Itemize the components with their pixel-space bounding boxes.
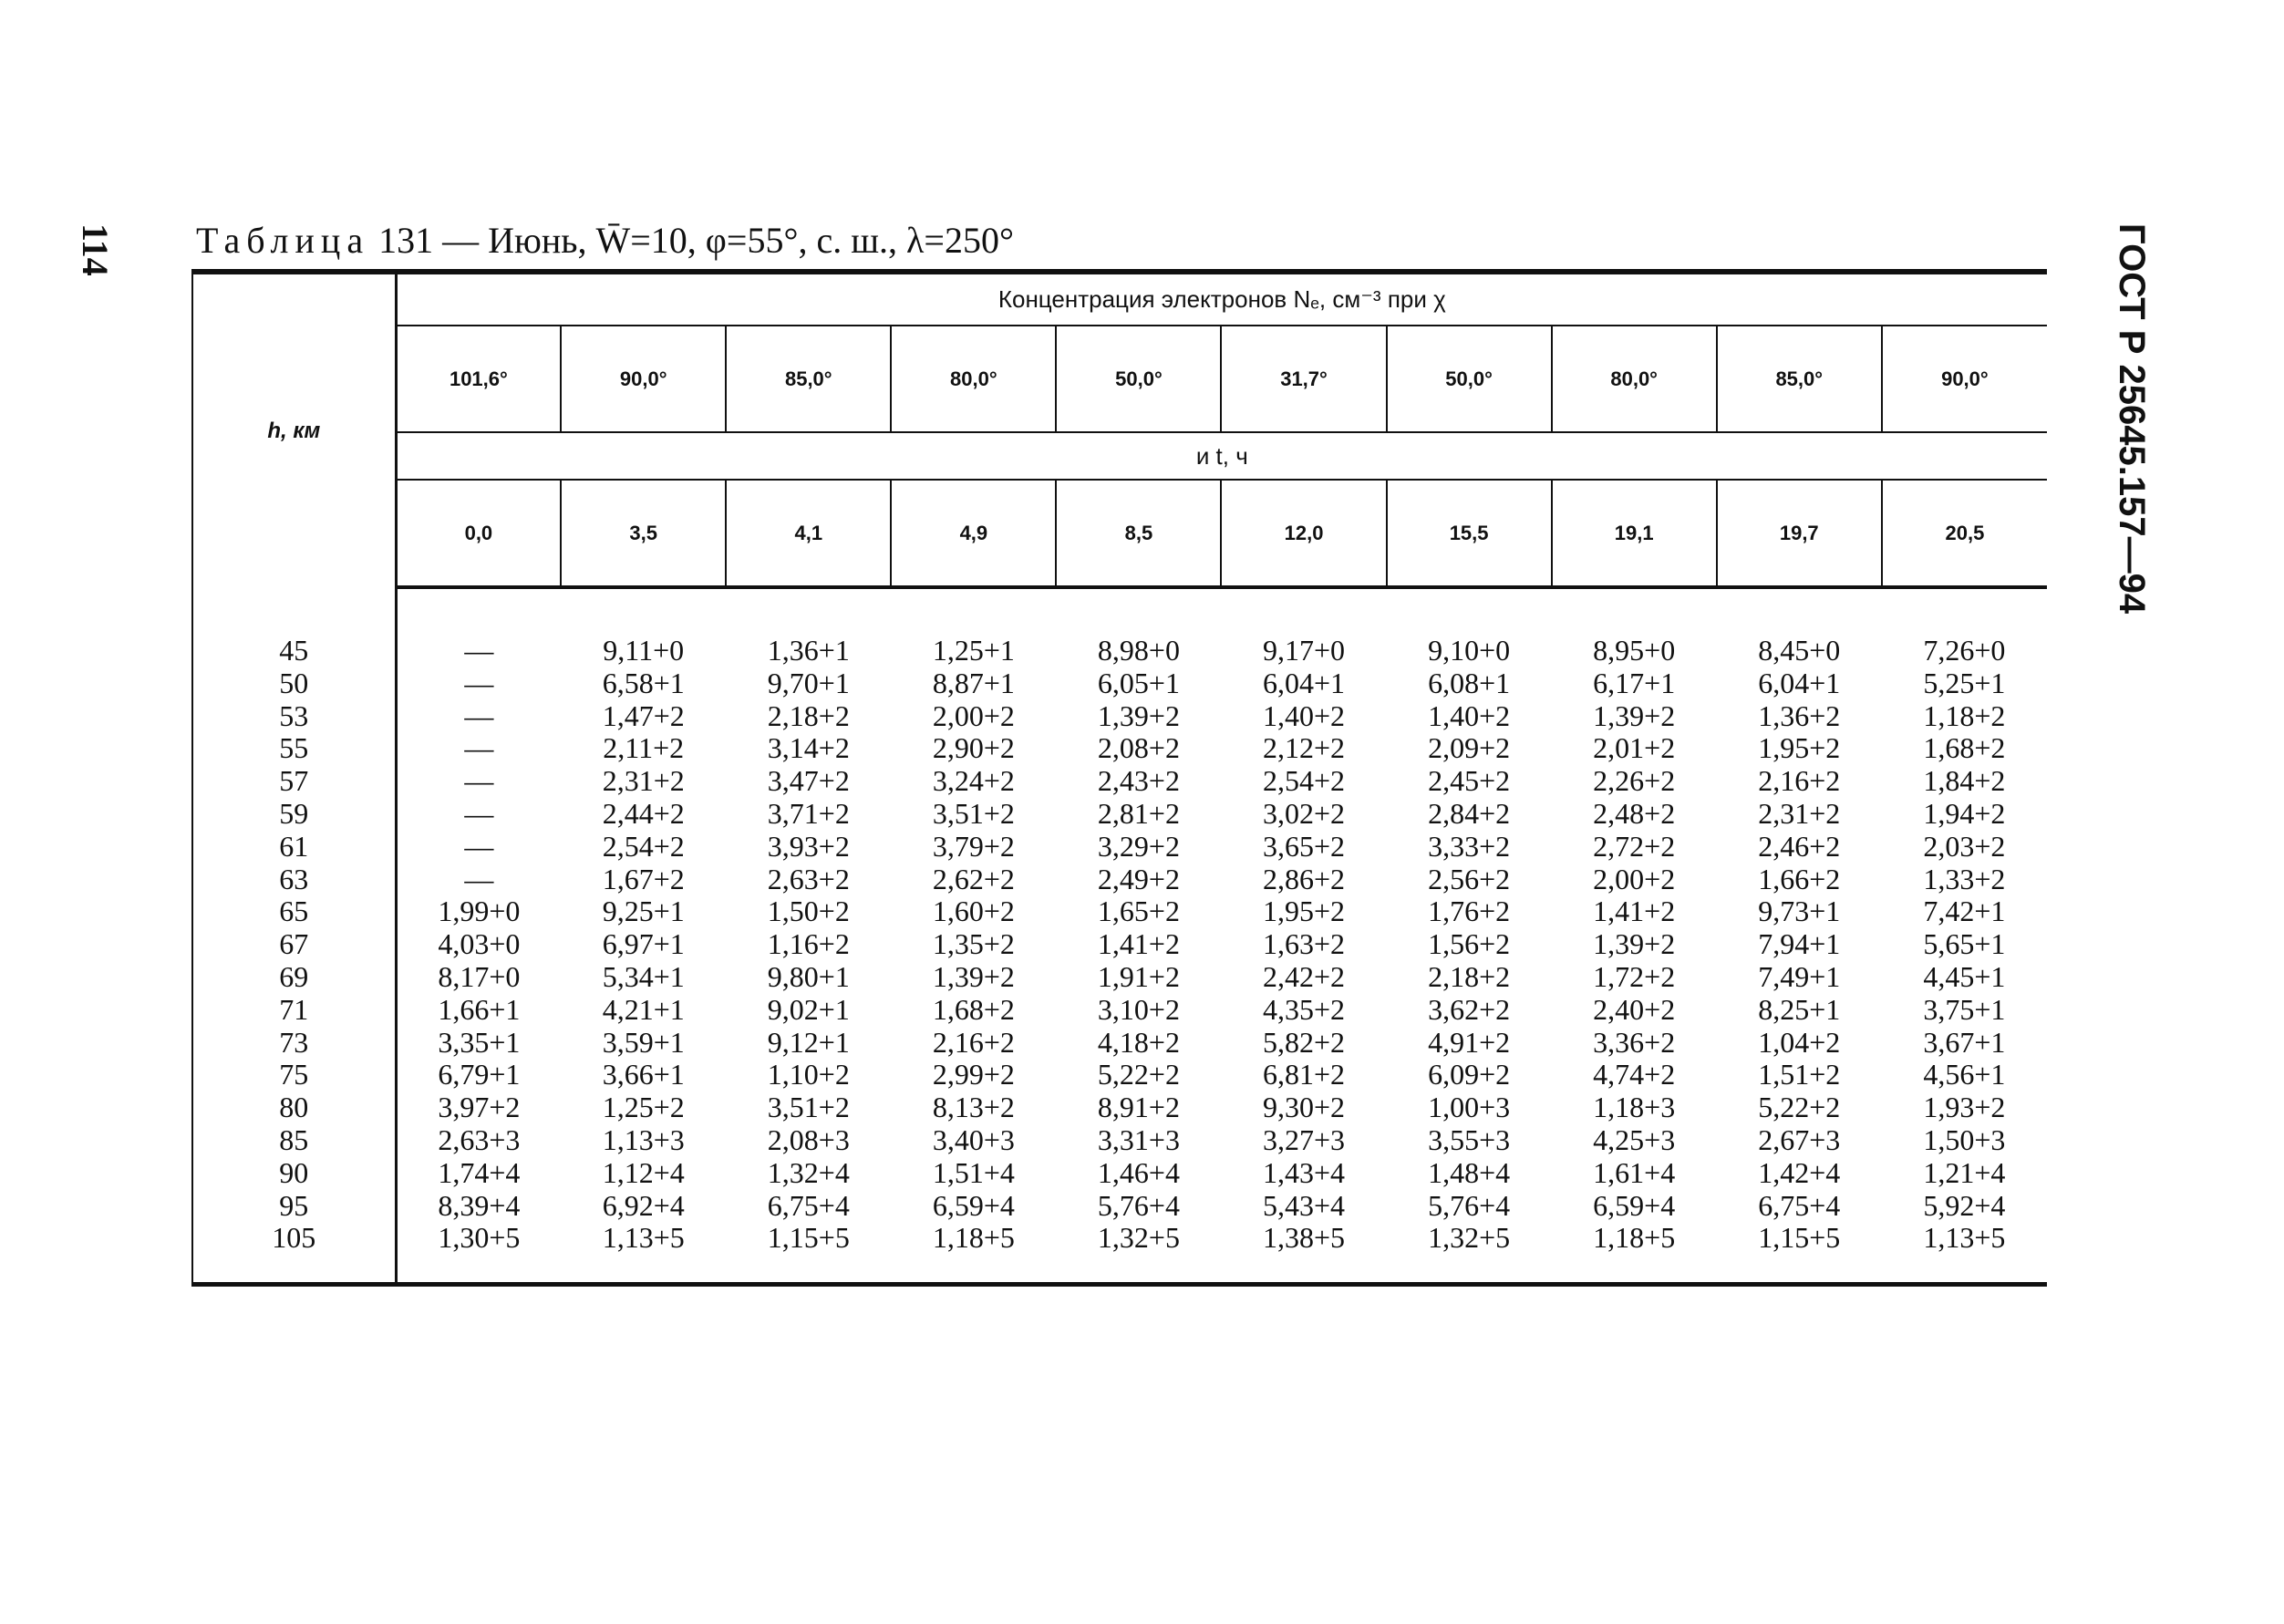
value-cell: 1,39+2	[1593, 698, 1676, 732]
value-cell: 2,40+2	[1593, 992, 1676, 1026]
value-cell: 3,66+1	[602, 1058, 685, 1091]
value-cell: 5,34+1	[602, 959, 685, 993]
table-row	[192, 928, 2047, 961]
value-cell: 2,45+2	[1428, 764, 1511, 798]
value-cell: 2,56+2	[1428, 862, 1511, 895]
value-cell: 6,59+4	[932, 1188, 1015, 1222]
height-cell: 95	[192, 1190, 396, 1223]
value-cell: 7,26+0	[1923, 634, 2006, 667]
value-cell: 1,66+2	[1758, 862, 1841, 895]
spacer-cell	[726, 1255, 891, 1285]
table-row	[192, 895, 2047, 928]
value-cell: 9,10+0	[1428, 634, 1511, 667]
value-cell: 1,10+2	[767, 1058, 850, 1091]
spacer-cell	[726, 587, 891, 635]
value-cell: 1,76+2	[1428, 895, 1511, 928]
value-cell: 3,65+2	[1263, 829, 1346, 863]
table-row	[192, 994, 2047, 1027]
spacer-cell	[1221, 1255, 1386, 1285]
value-cell: 1,56+2	[1428, 927, 1511, 961]
value-cell: 2,44+2	[602, 796, 685, 830]
value-cell: 9,25+1	[602, 895, 685, 928]
value-cell: —	[464, 764, 494, 798]
value-cell: 2,01+2	[1593, 731, 1676, 765]
value-cell: 1,15+5	[767, 1221, 850, 1255]
value-cell: 8,13+2	[932, 1091, 1015, 1124]
value-cell: 1,43+4	[1263, 1155, 1346, 1189]
value-cell: 3,75+1	[1923, 992, 2006, 1026]
value-cell: 1,18+2	[1923, 698, 2006, 732]
value-cell: 2,48+2	[1593, 796, 1676, 830]
value-cell: 4,03+0	[438, 927, 521, 961]
value-cell: 1,42+4	[1758, 1155, 1841, 1189]
value-cell: 2,00+2	[932, 698, 1015, 732]
value-cell: 3,10+2	[1097, 992, 1180, 1026]
value-cell: 3,51+2	[767, 1091, 850, 1124]
value-cell: 6,59+4	[1593, 1188, 1676, 1222]
height-cell: 55	[192, 732, 396, 765]
value-cell: 5,82+2	[1263, 1025, 1346, 1059]
value-cell: 1,39+2	[1097, 698, 1180, 732]
value-cell: 1,32+5	[1428, 1221, 1511, 1255]
time-header-cell: 3,5	[561, 480, 726, 587]
value-cell: 1,35+2	[932, 927, 1015, 961]
value-cell: 1,41+2	[1593, 895, 1676, 928]
value-cell: 8,25+1	[1758, 992, 1841, 1026]
spacer-cell	[192, 1255, 396, 1285]
value-cell: 3,14+2	[767, 731, 850, 765]
height-column-header: h, км	[192, 272, 396, 587]
value-cell: —	[464, 829, 494, 863]
value-cell: 4,91+2	[1428, 1025, 1511, 1059]
value-cell: 4,35+2	[1263, 992, 1346, 1026]
value-cell: 3,02+2	[1263, 796, 1346, 830]
value-cell: 3,24+2	[932, 764, 1015, 798]
value-cell: 2,54+2	[1263, 764, 1346, 798]
value-cell: 3,93+2	[767, 829, 850, 863]
value-cell: 3,51+2	[932, 796, 1015, 830]
value-cell: 1,25+2	[602, 1091, 685, 1124]
value-cell: 3,40+3	[932, 1122, 1015, 1156]
height-cell: 63	[192, 864, 396, 896]
value-cell: 2,18+2	[767, 698, 850, 732]
chi-header-cell: 85,0°	[726, 326, 891, 432]
value-cell: —	[464, 634, 494, 667]
spacer-cell	[561, 587, 726, 635]
value-cell: 1,21+4	[1923, 1155, 2006, 1189]
value-cell: 5,22+2	[1758, 1091, 1841, 1124]
value-cell: 1,50+2	[767, 895, 850, 928]
value-cell: 1,18+5	[932, 1221, 1015, 1255]
height-cell: 69	[192, 961, 396, 994]
value-cell: 2,26+2	[1593, 764, 1676, 798]
value-cell: 1,40+2	[1428, 698, 1511, 732]
table-caption	[196, 219, 1014, 262]
spacer-cell	[396, 587, 561, 635]
value-cell: 1,33+2	[1923, 862, 2006, 895]
spacer-cell	[561, 1255, 726, 1285]
height-cell: 53	[192, 700, 396, 733]
height-cell: 73	[192, 1027, 396, 1060]
value-cell: 1,51+2	[1758, 1058, 1841, 1091]
value-cell: 9,70+1	[767, 666, 850, 699]
value-cell: 2,63+2	[767, 862, 850, 895]
chi-header-cell: 80,0°	[1552, 326, 1717, 432]
height-cell: 71	[192, 994, 396, 1027]
value-cell: 7,94+1	[1758, 927, 1841, 961]
spacer-cell	[1717, 587, 1882, 635]
value-cell: 1,39+2	[932, 959, 1015, 993]
time-header-cell: 20,5	[1882, 480, 2047, 587]
value-cell: 1,15+5	[1758, 1221, 1841, 1255]
chi-header-cell: 31,7°	[1221, 326, 1386, 432]
spacer-cell	[1056, 1255, 1221, 1285]
chi-header-cell: 85,0°	[1717, 326, 1882, 432]
value-cell: 6,04+1	[1263, 666, 1346, 699]
value-cell: 2,84+2	[1428, 796, 1511, 830]
table-spacer-row	[192, 587, 2047, 635]
value-cell: 3,59+1	[602, 1025, 685, 1059]
spacer-cell	[1882, 587, 2047, 635]
value-cell: 1,00+3	[1428, 1091, 1511, 1124]
value-cell: 1,13+5	[602, 1221, 685, 1255]
value-cell: 6,04+1	[1758, 666, 1841, 699]
document-code: ГОСТ Р 25645.157—94	[2112, 223, 2152, 615]
value-cell: 5,76+4	[1097, 1188, 1180, 1222]
value-cell: 3,67+1	[1923, 1025, 2006, 1059]
chi-header-cell: 50,0°	[1387, 326, 1552, 432]
value-cell: 8,91+2	[1097, 1091, 1180, 1124]
value-cell: 3,27+3	[1263, 1122, 1346, 1156]
spacer-cell	[1552, 587, 1717, 635]
spacer-cell	[1552, 1255, 1717, 1285]
value-cell: 1,40+2	[1263, 698, 1346, 732]
value-cell: 2,08+3	[767, 1122, 850, 1156]
value-cell: —	[464, 666, 494, 699]
value-cell: 1,65+2	[1097, 895, 1180, 928]
table-row	[192, 765, 2047, 798]
value-cell: 5,65+1	[1923, 927, 2006, 961]
time-group-header: и t, ч	[396, 432, 2047, 480]
value-cell: 2,49+2	[1097, 862, 1180, 895]
time-header-cell: 19,1	[1552, 480, 1717, 587]
value-cell: 6,58+1	[602, 666, 685, 699]
data-table-container	[191, 269, 2047, 1287]
value-cell: 9,73+1	[1758, 895, 1841, 928]
value-cell: 1,32+4	[767, 1155, 850, 1189]
chi-header-cell: 90,0°	[1882, 326, 2047, 432]
height-cell: 65	[192, 895, 396, 928]
value-cell: 3,62+2	[1428, 992, 1511, 1026]
value-cell: 1,16+2	[767, 927, 850, 961]
spacer-cell	[192, 587, 396, 635]
value-cell: 8,45+0	[1758, 634, 1841, 667]
value-cell: 1,12+4	[602, 1155, 685, 1189]
value-cell: 2,11+2	[603, 731, 685, 765]
time-header-cell: 0,0	[396, 480, 561, 587]
value-cell: 1,50+3	[1923, 1122, 2006, 1156]
value-cell: 6,08+1	[1428, 666, 1511, 699]
value-cell: 2,54+2	[602, 829, 685, 863]
value-cell: 1,95+2	[1758, 731, 1841, 765]
value-cell: 1,67+2	[602, 862, 685, 895]
value-cell: 1,41+2	[1097, 927, 1180, 961]
value-cell: 9,11+0	[603, 634, 685, 667]
table-row	[192, 667, 2047, 700]
value-cell: 1,66+1	[438, 992, 521, 1026]
spacer-cell	[396, 1255, 561, 1285]
value-cell: 3,47+2	[767, 764, 850, 798]
value-cell: 1,18+3	[1593, 1091, 1676, 1124]
table-row	[192, 1091, 2047, 1124]
value-cell: 1,48+4	[1428, 1155, 1511, 1189]
spacer-cell	[1387, 587, 1552, 635]
value-cell: 5,76+4	[1428, 1188, 1511, 1222]
table-row	[192, 700, 2047, 733]
value-cell: 1,46+4	[1097, 1155, 1180, 1189]
value-cell: 6,92+4	[602, 1188, 685, 1222]
spacer-cell	[1387, 1255, 1552, 1285]
value-cell: 4,21+1	[602, 992, 685, 1026]
value-cell: 3,35+1	[438, 1025, 521, 1059]
value-cell: 2,18+2	[1428, 959, 1511, 993]
value-cell: 1,30+5	[438, 1221, 521, 1255]
spacer-cell	[891, 1255, 1056, 1285]
value-cell: 1,32+5	[1097, 1221, 1180, 1255]
height-cell: 45	[192, 635, 396, 667]
value-cell: 2,62+2	[932, 862, 1015, 895]
height-cell: 75	[192, 1059, 396, 1091]
height-cell: 61	[192, 831, 396, 864]
value-cell: 3,36+2	[1593, 1025, 1676, 1059]
value-cell: 1,91+2	[1097, 959, 1180, 993]
value-cell: 6,79+1	[438, 1058, 521, 1091]
value-cell: 2,72+2	[1593, 829, 1676, 863]
value-cell: 8,39+4	[438, 1188, 521, 1222]
value-cell: 2,42+2	[1263, 959, 1346, 993]
value-cell: 1,13+5	[1923, 1221, 2006, 1255]
value-cell: 5,25+1	[1923, 666, 2006, 699]
value-cell: 2,86+2	[1263, 862, 1346, 895]
spacer-cell	[891, 587, 1056, 635]
spacer-cell	[1882, 1255, 2047, 1285]
time-header-cell: 8,5	[1056, 480, 1221, 587]
chi-header-cell: 90,0°	[561, 326, 726, 432]
spacer-cell	[1056, 587, 1221, 635]
table-row	[192, 1059, 2047, 1091]
table-row	[192, 1222, 2047, 1255]
height-cell: 105	[192, 1222, 396, 1255]
value-cell: 1,13+3	[602, 1122, 685, 1156]
value-cell: 6,81+2	[1263, 1058, 1346, 1091]
value-cell: 2,46+2	[1758, 829, 1841, 863]
value-cell: —	[464, 731, 494, 765]
value-cell: 7,42+1	[1923, 895, 2006, 928]
value-cell: 1,60+2	[932, 895, 1015, 928]
value-cell: 1,38+5	[1263, 1221, 1346, 1255]
height-cell: 85	[192, 1124, 396, 1157]
value-cell: 2,63+3	[438, 1122, 521, 1156]
value-cell: 1,39+2	[1593, 927, 1676, 961]
value-cell: 9,17+0	[1263, 634, 1346, 667]
value-cell: 9,80+1	[767, 959, 850, 993]
value-cell: 1,84+2	[1923, 764, 2006, 798]
spacer-cell	[1717, 1255, 1882, 1285]
value-cell: 4,18+2	[1097, 1025, 1180, 1059]
value-cell: 2,16+2	[932, 1025, 1015, 1059]
value-cell: 3,79+2	[932, 829, 1015, 863]
table-row	[192, 961, 2047, 994]
value-cell: 8,17+0	[438, 959, 521, 993]
value-cell: 2,08+2	[1097, 731, 1180, 765]
value-cell: 2,81+2	[1097, 796, 1180, 830]
value-cell: 6,17+1	[1593, 666, 1676, 699]
chi-header-cell: 50,0°	[1056, 326, 1221, 432]
value-cell: 1,47+2	[602, 698, 685, 732]
value-cell: 2,67+3	[1758, 1122, 1841, 1156]
value-cell: 1,72+2	[1593, 959, 1676, 993]
value-cell: 4,56+1	[1923, 1058, 2006, 1091]
value-cell: 3,71+2	[767, 796, 850, 830]
value-cell: 2,00+2	[1593, 862, 1676, 895]
value-cell: 1,18+5	[1593, 1221, 1676, 1255]
value-cell: 1,95+2	[1263, 895, 1346, 928]
value-cell: 8,95+0	[1593, 634, 1676, 667]
value-cell: 1,36+2	[1758, 698, 1841, 732]
value-cell: 1,63+2	[1263, 927, 1346, 961]
table-row	[192, 1027, 2047, 1060]
value-cell: 2,12+2	[1263, 731, 1346, 765]
height-cell: 50	[192, 667, 396, 700]
value-cell: 5,43+4	[1263, 1188, 1346, 1222]
value-cell: 9,12+1	[767, 1025, 850, 1059]
height-cell: 80	[192, 1091, 396, 1124]
value-cell: 5,22+2	[1097, 1058, 1180, 1091]
value-cell: 1,74+4	[438, 1155, 521, 1189]
value-cell: 9,02+1	[767, 992, 850, 1026]
chi-header-cell: 101,6°	[396, 326, 561, 432]
table-row	[192, 831, 2047, 864]
value-cell: 1,61+4	[1593, 1155, 1676, 1189]
value-cell: 2,31+2	[1758, 796, 1841, 830]
time-header-cell: 19,7	[1717, 480, 1882, 587]
value-cell: 3,97+2	[438, 1091, 521, 1124]
value-cell: 2,31+2	[602, 764, 685, 798]
height-cell: 57	[192, 765, 396, 798]
spacer-cell	[1221, 587, 1386, 635]
caption-text: 131 — Июнь, W̄=10, φ=55°, с. ш., λ=250°	[378, 220, 1014, 261]
value-cell: 1,99+0	[438, 895, 521, 928]
value-cell: 2,09+2	[1428, 731, 1511, 765]
value-cell: 1,04+2	[1758, 1025, 1841, 1059]
table-row	[192, 1124, 2047, 1157]
value-cell: —	[464, 698, 494, 732]
electron-concentration-table	[191, 269, 2047, 1287]
value-cell: 7,49+1	[1758, 959, 1841, 993]
chi-header-cell: 80,0°	[891, 326, 1056, 432]
value-cell: 6,75+4	[767, 1188, 850, 1222]
table-row	[192, 635, 2047, 667]
value-cell: 4,74+2	[1593, 1058, 1676, 1091]
value-cell: 2,03+2	[1923, 829, 2006, 863]
value-cell: 8,98+0	[1097, 634, 1180, 667]
value-cell: 2,16+2	[1758, 764, 1841, 798]
value-cell: 1,68+2	[932, 992, 1015, 1026]
value-cell: 4,25+3	[1593, 1122, 1676, 1156]
value-cell: 2,99+2	[932, 1058, 1015, 1091]
time-header-row	[192, 480, 2047, 587]
value-cell: 3,55+3	[1428, 1122, 1511, 1156]
group-header: Концентрация электронов Nₑ, см⁻³ при χ	[396, 272, 2047, 326]
time-header-cell: 4,1	[726, 480, 891, 587]
time-header-cell: 15,5	[1387, 480, 1552, 587]
value-cell: 5,92+4	[1923, 1188, 2006, 1222]
value-cell: 6,75+4	[1758, 1188, 1841, 1222]
table-bottom-row	[192, 1255, 2047, 1285]
table-row	[192, 1157, 2047, 1190]
value-cell: 1,36+1	[767, 634, 850, 667]
table-row	[192, 864, 2047, 896]
height-cell: 90	[192, 1157, 396, 1190]
value-cell: 9,30+2	[1263, 1091, 1346, 1124]
value-cell: 3,31+3	[1097, 1122, 1180, 1156]
value-cell: 1,94+2	[1923, 796, 2006, 830]
value-cell: 2,43+2	[1097, 764, 1180, 798]
value-cell: 3,33+2	[1428, 829, 1511, 863]
time-header-cell: 4,9	[891, 480, 1056, 587]
value-cell: —	[464, 796, 494, 830]
time-header-cell: 12,0	[1221, 480, 1386, 587]
table-row	[192, 798, 2047, 831]
height-cell: 67	[192, 928, 396, 961]
value-cell: 8,87+1	[932, 666, 1015, 699]
value-cell: —	[464, 862, 494, 895]
value-cell: 3,29+2	[1097, 829, 1180, 863]
value-cell: 6,05+1	[1097, 666, 1180, 699]
chi-header-row	[192, 326, 2047, 432]
value-cell: 1,93+2	[1923, 1091, 2006, 1124]
value-cell: 1,51+4	[932, 1155, 1015, 1189]
caption-label: Таблица	[196, 220, 370, 261]
table-row	[192, 732, 2047, 765]
value-cell: 4,45+1	[1923, 959, 2006, 993]
value-cell: 1,68+2	[1923, 731, 2006, 765]
value-cell: 2,90+2	[932, 731, 1015, 765]
height-cell: 59	[192, 798, 396, 831]
table-body	[192, 587, 2047, 1285]
page-number: 114	[75, 223, 116, 276]
value-cell: 6,09+2	[1428, 1058, 1511, 1091]
value-cell: 1,25+1	[932, 634, 1015, 667]
table-row	[192, 1190, 2047, 1223]
value-cell: 6,97+1	[602, 927, 685, 961]
